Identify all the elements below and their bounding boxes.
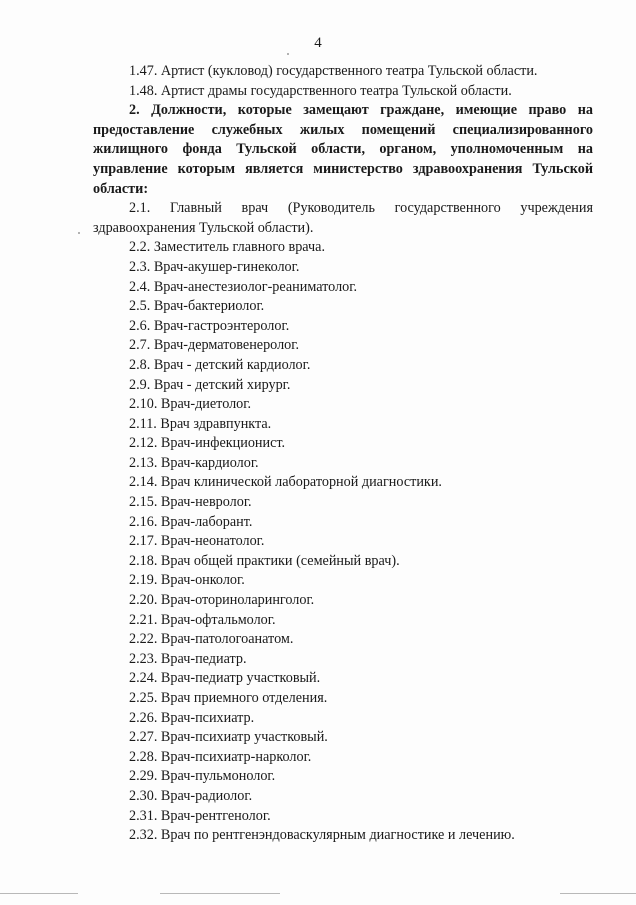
- list-item: 2.31. Врач-рентгенолог.: [129, 807, 271, 824]
- scan-speck: [287, 53, 289, 55]
- list-item: 2.12. Врач-инфекционист.: [129, 435, 286, 452]
- scan-edge-line-left: [0, 893, 78, 894]
- section-2-heading: 2. Должности, которые замещают граждане, имеющие право на предоставление служебных жилых помещений специализированного жилищного фонда Тульской области, органом, уполномоченным на управление которым является министерство здравоохранения Тульской области:: [93, 102, 593, 197]
- list-item: 2.5. Врач-бактериолог.: [129, 298, 265, 315]
- list-item: 2.7. Врач-дерматовенеролог.: [129, 337, 300, 354]
- scan-edge-line-middle: [160, 893, 280, 894]
- paragraph-1-48: 1.48. Артист драмы государственного театра Тульской области.: [129, 82, 512, 99]
- list-item: 2.19. Врач-онколог.: [129, 572, 245, 589]
- paragraph-1-47: 1.47. Артист (кукловод) государственного театра Тульской области.: [129, 63, 538, 79]
- list-item: 2.30. Врач-радиолог.: [129, 787, 253, 804]
- list-item: 2.9. Врач - детский хирург.: [129, 376, 291, 393]
- list-item: 2.24. Врач-педиатр участковый.: [129, 670, 321, 687]
- list-item: 2.25. Врач приемного отделения.: [129, 690, 328, 706]
- document-body: [93, 62, 593, 846]
- paragraph-2-1: 2.1. Главный врач (Руководитель государственного учреждения здравоохранения Тульской области).: [93, 200, 593, 236]
- list-item: 2.14. Врач клинической лабораторной диагностики.: [129, 474, 442, 491]
- list-item: 2.13. Врач-кардиолог.: [129, 454, 259, 471]
- list-item: 2.20. Врач-оториноларинголог.: [129, 592, 315, 609]
- positions-list: [93, 238, 593, 845]
- list-item: 2.2. Заместитель главного врача.: [129, 239, 326, 256]
- list-item: 2.22. Врач-патологоанатом.: [129, 631, 294, 648]
- list-item: 2.29. Врач-пульмонолог.: [129, 768, 276, 785]
- list-item: 2.18. Врач общей практики (семейный врач).: [129, 552, 400, 569]
- list-item: 2.27. Врач-психиатр участковый.: [129, 729, 328, 746]
- page-number: 4: [314, 35, 322, 51]
- list-item: 2.3. Врач-акушер-гинеколог.: [129, 258, 300, 275]
- list-item: 2.8. Врач - детский кардиолог.: [129, 356, 311, 373]
- list-item: 2.11. Врач здравпункта.: [129, 415, 272, 432]
- list-item: 2.17. Врач-неонатолог.: [129, 533, 265, 550]
- list-item: 2.28. Врач-психиатр-нарколог.: [129, 748, 312, 765]
- list-item: 2.10. Врач-диетолог.: [129, 396, 252, 413]
- list-item: 2.21. Врач-офтальмолог.: [129, 611, 276, 628]
- scan-edge-line-right: [560, 893, 636, 894]
- list-item: 2.15. Врач-невролог.: [129, 494, 252, 511]
- list-item: 2.26. Врач-психиатр.: [129, 709, 255, 726]
- list-item: 2.32. Врач по рентгенэндоваскулярным диагностике и лечению.: [129, 827, 515, 844]
- list-item: 2.4. Врач-анестезиолог-реаниматолог.: [129, 278, 358, 295]
- scan-speck: [78, 232, 80, 234]
- list-item: 2.16. Врач-лаборант.: [129, 513, 253, 530]
- list-item: 2.6. Врач-гастроэнтеролог.: [129, 317, 290, 334]
- list-item: 2.23. Врач-педиатр.: [129, 650, 247, 667]
